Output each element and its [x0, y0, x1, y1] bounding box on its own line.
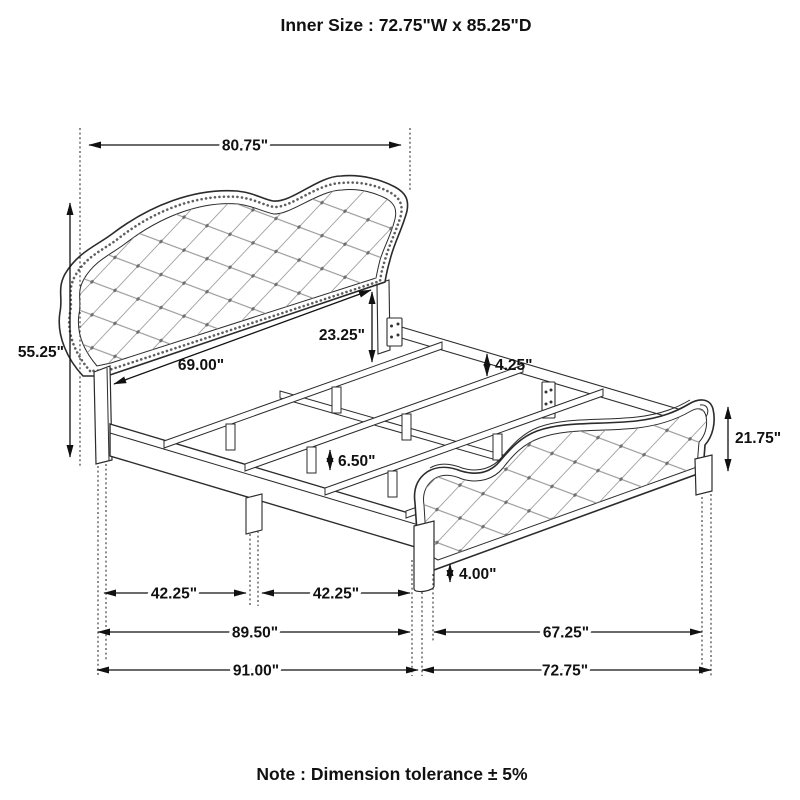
footboard-left-leg — [414, 521, 434, 592]
dim-rail-inner-length — [98, 625, 410, 642]
dim-slat-section-right-label: 42.25" — [312, 585, 360, 603]
dim-overall-length — [97, 663, 418, 680]
dim-footboard-height — [728, 407, 781, 471]
footboard-tufting — [400, 395, 730, 580]
dim-slat-section-left-label: 42.25" — [150, 585, 198, 603]
dim-footboard-height-label: 21.75" — [735, 430, 782, 447]
dim-footboard-overall-width — [422, 663, 711, 680]
page-title: Inner Size : 72.75"W x 85.25"D — [280, 15, 532, 35]
dim-headboard-panel-to-slat-label: 23.25" — [318, 327, 365, 344]
side-rail-near — [110, 424, 422, 549]
dim-footboard-overall-width-label: 72.75" — [541, 662, 589, 680]
dim-headboard-height-label: 55.25" — [17, 344, 64, 361]
dim-footboard-inner-width-label: 67.25" — [542, 624, 590, 642]
dim-outer-width-label: 80.75" — [221, 137, 269, 155]
dim-slat-section-right — [262, 586, 410, 603]
dim-rail-inner-length-label: 89.50" — [231, 624, 279, 642]
dim-slat-leg-height-label: 6.50" — [338, 453, 376, 470]
dim-outer-width — [89, 138, 401, 155]
dim-footboard-leg-height — [450, 564, 497, 583]
footboard — [400, 395, 730, 592]
bracket-plate-headboard — [387, 318, 402, 346]
dim-footboard-inner-width — [434, 625, 702, 642]
bed-drawing — [40, 128, 730, 676]
dim-slat-leg-height — [330, 450, 376, 470]
dim-headboard-inner-width-label: 69.00" — [177, 357, 225, 374]
dim-footboard-leg-height-label: 4.00" — [459, 566, 497, 583]
dim-rail-to-slat-gap-label: 4.25" — [495, 357, 533, 374]
footboard-right-leg — [695, 455, 712, 495]
tolerance-note: Note : Dimension tolerance ± 5% — [256, 764, 528, 784]
rail-center-leg — [246, 494, 262, 534]
dim-overall-length-label: 91.00" — [232, 662, 280, 680]
dim-slat-section-left — [104, 586, 246, 603]
